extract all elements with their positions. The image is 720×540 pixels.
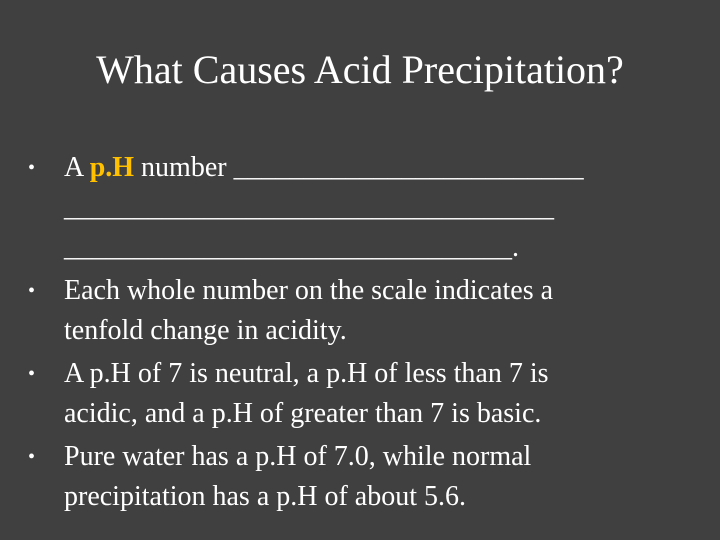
bullet-line: Each whole number on the scale indicates a xyxy=(64,275,554,306)
fill-in-blank: ________________________________. xyxy=(64,232,519,263)
bullet-dot: • xyxy=(28,363,36,385)
bullet-dot: • xyxy=(28,157,36,179)
bullet-line: acidic, and a p.H of greater than 7 is basic. xyxy=(64,398,542,429)
bullet-line: precipitation has a p.H of about 5.6. xyxy=(64,481,467,512)
bullet-list xyxy=(28,148,708,520)
fill-in-blank: ___________________________________ xyxy=(64,192,554,223)
bullet-line: A p.H of 7 is neutral, a p.H of less than 7 is xyxy=(64,358,549,389)
fill-in-blank: _________________________ xyxy=(233,152,584,183)
bullet-text-prefix: A xyxy=(64,152,90,183)
bullet-scale xyxy=(28,271,708,351)
slide-title: What Causes Acid Precipitation? xyxy=(96,47,624,92)
bullet-ph-number xyxy=(28,148,708,268)
bullet-dot: • xyxy=(28,280,36,302)
bullet-dot: • xyxy=(28,446,36,468)
bullet-line: tenfold change in acidity. xyxy=(64,315,347,346)
bullet-line: Pure water has a p.H of 7.0, while normal xyxy=(64,441,532,472)
bullet-neutral xyxy=(28,354,708,434)
highlighted-term: p.H xyxy=(89,152,135,183)
bullet-pure-water xyxy=(28,437,708,517)
bullet-text-rest: number xyxy=(134,152,234,183)
